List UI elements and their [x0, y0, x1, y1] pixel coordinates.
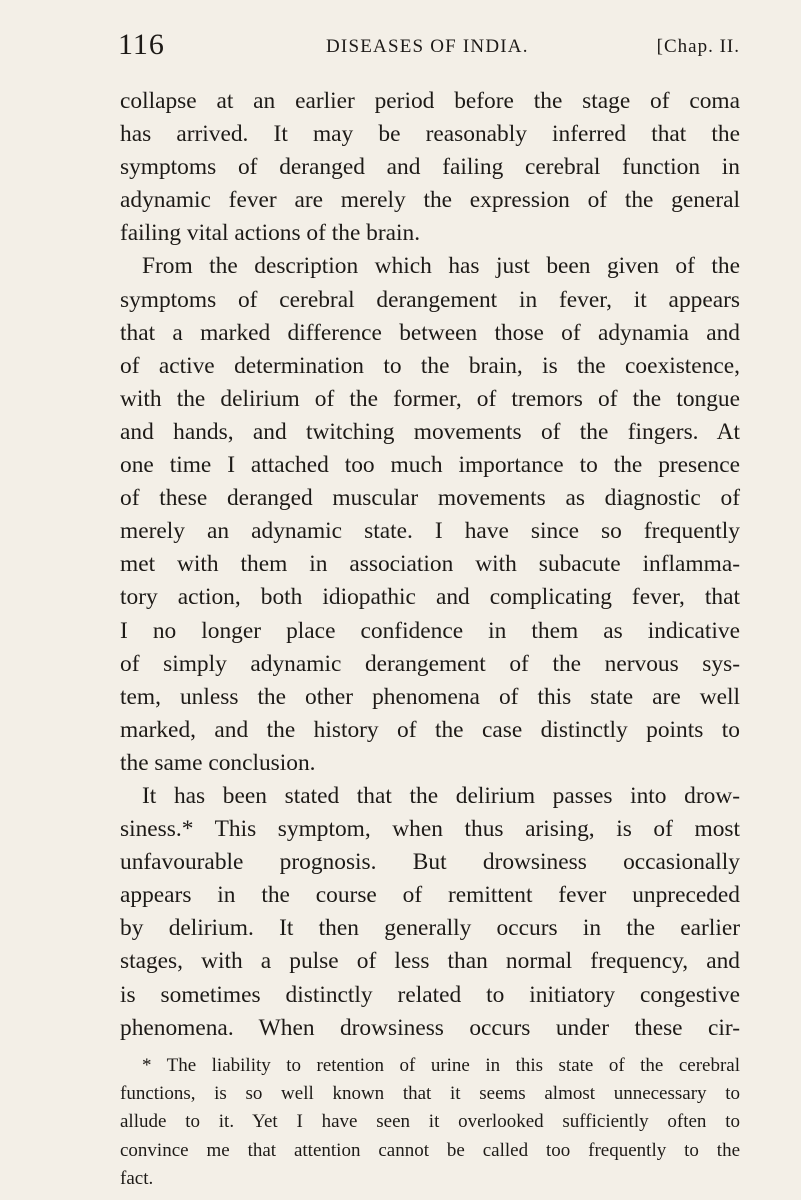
text-line: It has been stated that the delirium passes into drow-	[142, 782, 740, 809]
text-line: has arrived. It may be reasonably inferred that the	[120, 121, 740, 148]
text-line: stages, with a pulse of less than normal frequency, and	[120, 948, 740, 975]
footnote-line: convince me that attention cannot be called too frequently to the	[120, 1139, 740, 1161]
footnote-line: * The liability to retention of urine in this state of the cerebral	[142, 1055, 740, 1076]
text-line: I no longer place confidence in them as indicative	[120, 617, 740, 644]
text-line: unfavourable prognosis. But drowsiness occasionally	[120, 849, 740, 876]
text-line: one time I attached too much importance to the presence	[120, 452, 740, 479]
text-line: From the description which has just been given of the	[142, 253, 740, 280]
footnote-line: allude to it. Yet I have seen it overlooked sufficiently often to	[120, 1111, 740, 1133]
page-number: 116	[118, 28, 165, 61]
text-line: that a marked difference between those of adynamia and	[120, 319, 740, 346]
page-header	[118, 30, 740, 64]
text-line: by delirium. It then generally occurs in the earlier	[120, 915, 740, 942]
text-line: adynamic fever are merely the expression of the general	[120, 187, 740, 214]
text-line: of these deranged muscular movements as diagnostic of	[120, 485, 740, 512]
text-line: tory action, both idiopathic and complicating fever, that	[120, 584, 740, 611]
text-line: symptoms of deranged and failing cerebral function in	[120, 154, 740, 181]
text-line: of simply adynamic derangement of the nervous sys-	[120, 650, 740, 677]
text-line: symptoms of cerebral derangement in fever, it appears	[120, 286, 740, 313]
footnote-line: functions, is so well known that it seems almost unnecessary to	[120, 1083, 740, 1105]
text-line: appears in the course of remittent fever unpreceded	[120, 882, 740, 909]
body-text	[120, 85, 740, 1045]
text-line: with the delirium of the former, of tremors of the tongue	[120, 385, 740, 412]
text-line: is sometimes distinctly related to initiatory congestive	[120, 981, 740, 1008]
text-line: merely an adynamic state. I have since so frequently	[120, 518, 740, 545]
running-title: DISEASES OF INDIA.	[326, 36, 529, 57]
chapter-reference: [Chap. II.	[656, 36, 740, 57]
text-line: the same conclusion.	[120, 749, 316, 776]
text-line: phenomena. When drowsiness occurs under these cir-	[120, 1014, 740, 1041]
text-line: failing vital actions of the brain.	[120, 220, 421, 247]
text-line: and hands, and twitching movements of the fingers. At	[120, 418, 740, 445]
text-line: tem, unless the other phenomena of this state are well	[120, 683, 740, 710]
text-line: of active determination to the brain, is the coexistence,	[120, 352, 740, 379]
footnote	[120, 1052, 740, 1193]
text-line: met with them in association with subacute inflamma-	[120, 551, 740, 578]
text-line: siness.* This symptom, when thus arising, is of most	[120, 816, 740, 843]
text-line: marked, and the history of the case distinctly points to	[120, 716, 740, 743]
text-line: collapse at an earlier period before the stage of coma	[120, 88, 740, 114]
footnote-line: fact.	[120, 1167, 154, 1189]
